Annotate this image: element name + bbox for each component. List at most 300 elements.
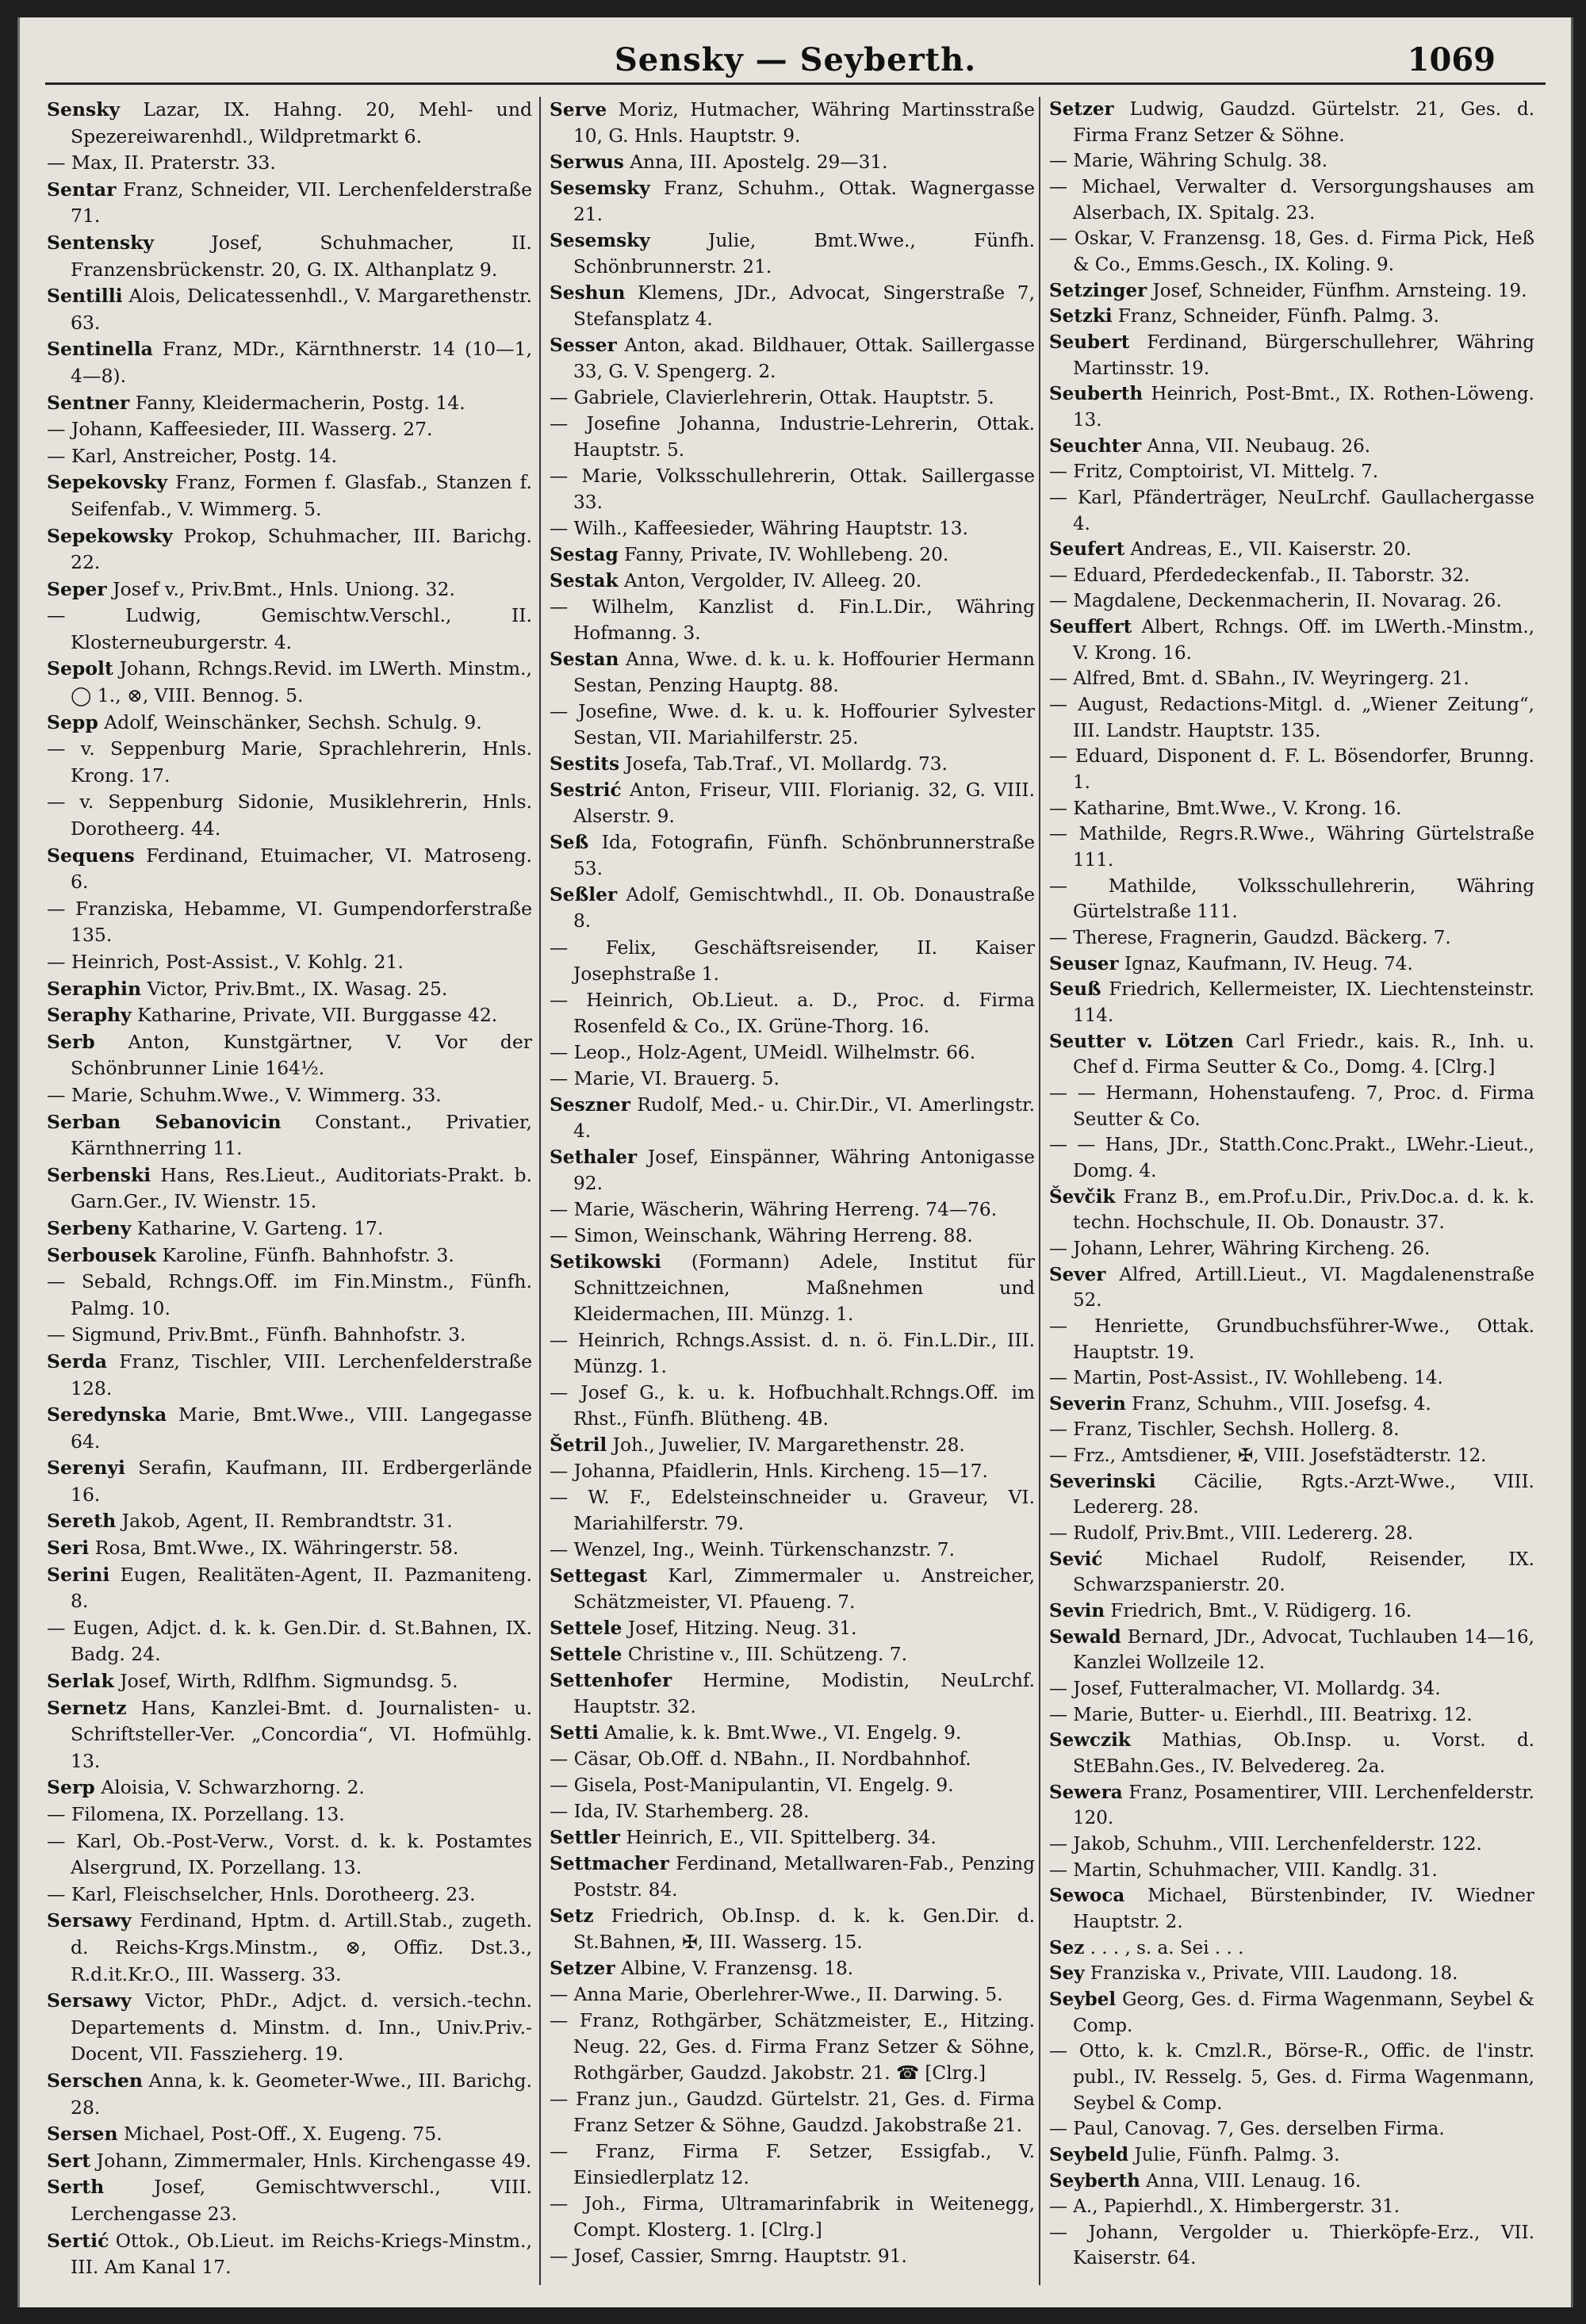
directory-entry [550, 1537, 1035, 1563]
directory-entry [47, 1828, 532, 1882]
entry-details: Friedrich, Kellermeister, IX. Liechtensteinstr. 114. [1073, 979, 1534, 1026]
directory-entry [550, 1432, 1035, 1458]
directory-entry [1049, 1185, 1534, 1236]
entry-details: Christine v., III. Schützeng. 7. [622, 1643, 907, 1665]
entry-surname: Serve [550, 99, 607, 121]
running-head-title: Sensky — Seyberth. [614, 41, 977, 78]
entry-details: Josef, Schuhmacher, II. Franzensbrückenstr. 20, G. IX. Althanplatz 9. [71, 231, 532, 281]
directory-entry [1049, 304, 1534, 330]
directory-entry [1049, 1832, 1534, 1858]
entry-surname: Serda [47, 1350, 107, 1373]
entry-details: — Alfred, Bmt. d. SBahn., IV. Weyringerg. 21. [1049, 668, 1469, 690]
entry-surname: Sert [47, 2149, 91, 2172]
entry-details: — Gabriele, Clavierlehrerin, Ottak. Hauptstr. 5. [550, 387, 994, 409]
directory-entry [550, 1720, 1035, 1746]
entry-surname: Severin [1049, 1392, 1126, 1415]
entry-details: Victor, PhDr., Adjct. d. versich.-techn. Departements d. Minstm. d. Inn., Univ.Priv.-Docent, VII. Fasszieherg. 19. [71, 1989, 532, 2066]
entry-details: — Wilh., Kaffeesieder, Währing Hauptstr. 13. [550, 518, 968, 540]
directory-entry [47, 443, 532, 470]
directory-entry [550, 515, 1035, 542]
entry-details: — A., Papierhdl., X. Himbergerstr. 31. [1049, 2196, 1400, 2218]
entry-details: — Magdalene, Deckenmacherin, II. Novarag. 26. [1049, 591, 1502, 612]
entry-surname: Sentner [47, 391, 130, 414]
entry-details: — Josefine Johanna, Industrie-Lehrerin, Ottak. Hauptstr. 5. [550, 413, 1035, 461]
entry-surname: Seuß [1049, 978, 1101, 1001]
entry-surname: Sernetz [47, 1696, 127, 1719]
directory-entry [550, 1092, 1035, 1144]
entry-details: — — Hans, JDr., Statth.Conc.Prakt., LWehr.-Lieut., Domg. 4. [1049, 1135, 1534, 1181]
directory-entry [1049, 1883, 1534, 1935]
page-number: 1069 [1407, 41, 1496, 78]
entry-details: Fanny, Kleidermacherin, Postg. 14. [129, 391, 465, 414]
entry-surname: Seßler [550, 884, 618, 906]
entry-details: — Franz, Rothgärber, Schätzmeister, E., Hitzing. Neug. 22, Ges. d. Firma Franz Setzer & Söhne, Rothgärber, Gaudzd. Jakobstr. 21. ☎ [Clrg.] [550, 2010, 1035, 2085]
entry-details: Hermine, Modistin, NeuLrchf. Hauptstr. 32. [573, 1669, 1035, 1717]
directory-entry [550, 2191, 1035, 2243]
directory-entry [47, 283, 532, 336]
entry-details: Alois, Delicatessenhdl., V. Margarethenstr. 63. [71, 285, 532, 334]
entry-details: Victor, Priv.Bmt., IX. Wasag. 25. [141, 977, 448, 1000]
directory-entry [1049, 1987, 1534, 2039]
entry-surname: Seß [550, 832, 589, 854]
entry-surname: Sević [1049, 1548, 1103, 1570]
entry-surname: Sesemsky [550, 178, 650, 200]
directory-entry [1049, 1676, 1534, 1702]
entry-details: Anna, k. k. Geometer-Wwe., III. Barichg. 28. [71, 2069, 532, 2119]
entry-surname: Sewoca [1049, 1885, 1125, 1907]
directory-entry [47, 603, 532, 656]
entry-surname: Setti [550, 1721, 599, 1744]
entry-surname: Šetril [550, 1434, 607, 1456]
entry-details: — Ida, IV. Starhemberg. 28. [550, 1801, 810, 1823]
entry-details: (Formann) Adele, Institut für Schnittzeichnen, Maßnehmen und Kleidermachen, III. Münzg. 1. [573, 1250, 1035, 1325]
entry-details: Ferdinand, Etuimacher, VI. Matroseng. 6. [71, 844, 532, 894]
entry-surname: Serbeny [47, 1216, 132, 1239]
entry-details: — Marie, Währing Schulg. 38. [1049, 151, 1328, 172]
entry-details: — Karl, Ob.-Post-Verw., Vorst. d. k. k. Postamtes Alsergrund, IX. Porzellang. 13. [47, 1829, 532, 1879]
directory-entry [550, 2008, 1035, 2086]
entry-details: — Marie, Butter- u. Eierhdl., III. Beatrixg. 12. [1049, 1704, 1473, 1725]
entry-surname: Sesemsky [550, 230, 650, 252]
entry-surname: Sepp [47, 710, 98, 733]
directory-entry [47, 789, 532, 842]
entry-surname: Sersen [47, 2123, 118, 2146]
directory-entry [1049, 1728, 1534, 1779]
directory-entry [47, 1082, 532, 1109]
entry-details: Albert, Rchngs. Off. im LWerth.-Minstm., V. Krong. 16. [1073, 617, 1534, 664]
entry-details: — — Hermann, Hohenstaufeng. 7, Proc. d. Firma Seutter & Co. [1049, 1082, 1534, 1130]
entry-surname: Sepekowsky [47, 524, 173, 547]
entry-surname: Sestag [550, 544, 619, 566]
entry-details: Julie, Fünfh. Palmg. 3. [1128, 2144, 1340, 2165]
entry-details: Friedrich, Bmt., V. Rüdigerg. 16. [1105, 1601, 1412, 1622]
directory-entry [550, 1824, 1035, 1851]
entry-details: — Marie, VI. Brauerg. 5. [550, 1067, 780, 1089]
directory-entry [550, 1903, 1035, 1955]
directory-entry [47, 177, 532, 230]
entry-details: — Josef, Cassier, Smrng. Hauptstr. 91. [550, 2246, 907, 2268]
entry-surname: Sewera [1049, 1781, 1123, 1803]
entry-surname: Severinski [1049, 1470, 1156, 1492]
directory-entry [550, 228, 1035, 280]
directory-entry [550, 280, 1035, 332]
directory-entry [47, 896, 532, 949]
entry-details: Albine, V. Franzensg. 18. [615, 1958, 854, 1980]
entry-surname: Setzer [1049, 98, 1114, 120]
entry-details: Adolf, Weinschänker, Sechsh. Schulg. 9. [98, 710, 482, 733]
entry-details: — Mathilde, Regrs.R.Wwe., Währing Gürtelstraße 111. [1049, 824, 1534, 871]
directory-entry [1049, 796, 1534, 822]
entry-surname: Sentar [47, 178, 117, 201]
directory-entry [550, 175, 1035, 228]
entry-details: — Johanna, Pfaidlerin, Hnls. Kircheng. 15—17. [550, 1460, 988, 1482]
directory-entry [47, 576, 532, 603]
directory-entry [1049, 1547, 1534, 1598]
entry-details: — Heinrich, Post-Assist., V. Kohlg. 21. [47, 951, 404, 973]
entry-surname: Setzer [550, 1958, 615, 1980]
entry-surname: Seszner [550, 1093, 630, 1116]
entry-surname: Serban Sebanovicin [47, 1110, 282, 1133]
entry-details: — Ludwig, Gemischtw.Verschl., II. Klosterneuburgerstr. 4. [47, 604, 532, 653]
entry-details: Friedrich, Ob.Insp. d. k. k. Gen.Dir. d. St.Bahnen, ✠, III. Wasserg. 15. [573, 1905, 1035, 1954]
entry-details: Franz, Schneider, VII. Lerchenfelderstraße 71. [71, 178, 532, 228]
entry-details: Anton, Friseur, VIII. Florianig. 32, G. VIII. Alserstr. 9. [573, 779, 1035, 828]
directory-entry [1049, 744, 1534, 795]
entry-details: — Johann, Kaffeesieder, III. Wasserg. 27. [47, 418, 433, 441]
entry-details: — Joh., Firma, Ultramarinfabrik in Weitenegg, Compt. Klosterg. 1. [Clrg.] [550, 2193, 1035, 2242]
entry-surname: Serb [47, 1030, 95, 1053]
entry-details: Heinrich, Post-Bmt., IX. Rothen-Löweng. 13. [1073, 384, 1534, 431]
directory-entry [47, 1349, 532, 1402]
directory-entry [550, 1563, 1035, 1615]
header-rule [45, 82, 1546, 85]
directory-entry [47, 1908, 532, 1988]
directory-entry [1049, 1392, 1534, 1418]
entry-details: — Henriette, Grundbuchsführer-Wwe., Ottak. Hauptstr. 19. [1049, 1315, 1534, 1363]
directory-entry [1049, 977, 1534, 1028]
directory-entry [550, 1196, 1035, 1223]
entry-surname: Sewald [1049, 1625, 1121, 1648]
entry-details: — Marie, Wäscherin, Währing Herreng. 74—76. [550, 1198, 998, 1220]
directory-entry [550, 542, 1035, 568]
entry-details: — Gisela, Post-Manipulantin, VI. Engelg. 9. [550, 1775, 954, 1796]
directory-entry [550, 1667, 1035, 1720]
entry-details: — Karl, Anstreicher, Postg. 14. [47, 444, 338, 467]
entry-details: — August, Redactions-Mitgl. d. „Wiener Zeitung“, III. Landstr. Hauptstr. 135. [1049, 695, 1534, 741]
directory-entry [1049, 485, 1534, 537]
entry-details: . . . , s. a. Sei . . . [1084, 1937, 1244, 1958]
directory-entry [550, 1851, 1035, 1903]
directory-entry [47, 469, 532, 523]
directory-entry [550, 1746, 1035, 1772]
directory-entry [1049, 1625, 1534, 1676]
directory-entry [550, 829, 1035, 882]
directory-entry [1049, 2220, 1534, 2272]
directory-entry [47, 1322, 532, 1349]
entry-details: — Karl, Pfänderträger, NeuLrchf. Gaullachergasse 4. [1049, 487, 1534, 534]
entry-surname: Seper [47, 577, 107, 600]
directory-entry [47, 1801, 532, 1828]
directory-entry [1049, 97, 1534, 148]
directory-column-3 [1049, 97, 1534, 2272]
entry-surname: Sentensky [47, 231, 155, 254]
entry-details: Josef, Hitzing. Neug. 31. [622, 1617, 857, 1639]
directory-entry [47, 976, 532, 1003]
entry-details: Aloisia, V. Schwarzhorng. 2. [94, 1776, 365, 1799]
entry-details: Eugen, Realitäten-Agent, II. Pazmaniteng. 8. [71, 1563, 532, 1613]
directory-entry [1049, 148, 1534, 174]
directory-entry [47, 1988, 532, 2068]
entry-details: Franz B., em.Prof.u.Dir., Priv.Doc.a. d. k. k. techn. Hochschule, II. Ob. Donaustr. 37. [1073, 1186, 1534, 1234]
directory-entry [1049, 1598, 1534, 1625]
entry-surname: Sertić [47, 2229, 109, 2252]
directory-entry [1049, 874, 1534, 925]
entry-details: Constant., Privatier, Kärnthnerring 11. [71, 1110, 532, 1160]
entry-details: — Therese, Fragnerin, Gaudzd. Bäckerg. 7. [1049, 928, 1451, 948]
entry-details: — Michael, Verwalter d. Versorgungshauses am Alserbach, IX. Spitalg. 23. [1049, 176, 1534, 224]
directory-entry [1049, 2116, 1534, 2142]
directory-entry [47, 1882, 532, 1909]
entry-details: Ferdinand, Metallwaren-Fab., Penzing Poststr. 84. [573, 1853, 1035, 1901]
directory-entry [47, 1002, 532, 1029]
entry-details: Katharine, V. Garteng. 17. [131, 1216, 384, 1239]
entry-surname: Sersawy [47, 1989, 132, 2012]
directory-entry [47, 1242, 532, 1269]
entry-surname: Ševčik [1049, 1185, 1116, 1208]
directory-entry [1049, 2039, 1534, 2116]
entry-details: Serafin, Kaufmann, III. Erdbergerlände 16. [71, 1457, 532, 1506]
directory-entry [550, 2243, 1035, 2269]
entry-surname: Seutter v. Lötzen [1049, 1030, 1234, 1052]
directory-entry [550, 882, 1035, 934]
entry-details: Franz, Schuhm., VIII. Josefsg. 4. [1125, 1393, 1431, 1415]
entry-details: — Rudolf, Priv.Bmt., VIII. Ledererg. 28. [1049, 1523, 1414, 1545]
entry-details: — Fritz, Comptoirist, VI. Mittelg. 7. [1049, 461, 1379, 483]
entry-surname: Serth [47, 2176, 105, 2199]
entry-details: Franz, Schuhm., Ottak. Wagnergasse 21. [573, 178, 1035, 226]
directory-entry [550, 699, 1035, 751]
directory-entry [1049, 1029, 1534, 1081]
entry-surname: Sequens [47, 844, 135, 867]
entry-details: Georg, Ges. d. Firma Wagenmann, Seybel & Comp. [1073, 1989, 1534, 2036]
entry-details: — Johann, Lehrer, Währing Kircheng. 26. [1049, 1238, 1431, 1259]
directory-entry [47, 230, 532, 283]
entry-details: — Franz, Firma F. Setzer, Essigfab., V. Einsiedlerplatz 12. [550, 2141, 1035, 2189]
entry-details: Amalie, k. k. Bmt.Wwe., VI. Engelg. 9. [598, 1721, 962, 1744]
entry-surname: Settegast [550, 1564, 648, 1587]
entry-details: — Franz jun., Gaudzd. Gürtelstr. 21, Ges. d. Firma Franz Setzer & Söhne, Gaudzd. Jakobstraße 21. [550, 2089, 1035, 2137]
entry-details: — Eugen, Adjct. d. k. k. Gen.Dir. d. St.Bahnen, IX. Badg. 24. [47, 1616, 532, 1666]
directory-entry [47, 2174, 532, 2227]
entry-details: Anton, Vergolder, IV. Alleeg. 20. [618, 570, 922, 592]
entry-details: Josef, Wirth, Rdlfhm. Sigmundsg. 5. [113, 1670, 458, 1693]
directory-entry [550, 568, 1035, 594]
directory-entry [47, 390, 532, 417]
directory-entry [1049, 381, 1534, 433]
directory-entry [47, 523, 532, 576]
directory-column-1 [47, 97, 532, 2281]
entry-details: Franz, Posamentirer, VIII. Lerchenfelderstr. 120. [1073, 1782, 1534, 1829]
entry-surname: Sez [1049, 1936, 1085, 1958]
directory-entry [1049, 666, 1534, 692]
entry-details: Hans, Res.Lieut., Auditoriats-Prakt. b. Garn.Ger., IV. Wienstr. 15. [71, 1163, 532, 1213]
directory-entry [47, 1775, 532, 1801]
directory-page [17, 17, 1573, 2307]
entry-details: — Martin, Post-Assist., IV. Wohllebeng. 14. [1049, 1368, 1443, 1389]
directory-entry [47, 416, 532, 443]
entry-details: — Jakob, Schuhm., VIII. Lerchenfelderstr. 122. [1049, 1833, 1482, 1855]
directory-entry [1049, 1132, 1534, 1184]
entry-surname: Settler [550, 1827, 620, 1849]
entry-details: Adolf, Gemischtwhdl., II. Ob. Donaustraße 8. [573, 884, 1035, 932]
entry-surname: Sewczik [1049, 1729, 1131, 1752]
entry-surname: Sensky [47, 98, 121, 121]
entry-details: Franz, Tischler, VIII. Lerchenfelderstraße 128. [71, 1350, 532, 1399]
directory-entry [47, 1162, 532, 1216]
directory-entry [47, 1615, 532, 1668]
directory-entry [1049, 615, 1534, 666]
entry-details: Michael, Post-Off., X. Eugeng. 75. [117, 2123, 442, 2146]
directory-entry [47, 710, 532, 737]
entry-details: Ferdinand, Bürgerschullehrer, Währing Martinsstr. 19. [1073, 331, 1534, 379]
entry-surname: Seybel [1049, 1988, 1117, 2010]
entry-details: Alfred, Artill.Lieut., VI. Magdalenenstraße 52. [1073, 1264, 1534, 1311]
entry-details: Michael Rudolf, Reisender, IX. Schwarzspanierstr. 20. [1073, 1549, 1534, 1596]
entry-surname: Sestits [550, 753, 620, 775]
entry-details: — Filomena, IX. Porzellang. 13. [47, 1803, 345, 1825]
entry-details: — Josef, Futteralmacher, VI. Mollardg. 34. [1049, 1679, 1441, 1700]
entry-details: Ignaz, Kaufmann, IV. Heug. 74. [1118, 953, 1413, 974]
entry-details: Mathias, Ob.Insp. u. Vorst. d. StEBahn.Ges., IV. Belvedereg. 2a. [1073, 1730, 1534, 1777]
entry-details: — Josefine, Wwe. d. k. u. k. Hoffourier Sylvester Sestan, VII. Mariahilferstr. 25. [550, 701, 1035, 749]
directory-entry [550, 1458, 1035, 1484]
directory-entry [550, 1039, 1035, 1066]
entry-details: Anna, III. Apostelg. 29—31. [623, 151, 888, 174]
directory-entry [47, 336, 532, 389]
directory-entry [550, 1327, 1035, 1380]
entry-surname: Seraphin [47, 977, 142, 1000]
entry-details: Bernard, JDr., Advocat, Tuchlauben 14—16, Kanzlei Wollzeile 12. [1073, 1626, 1534, 1674]
entry-surname: Sestan [550, 649, 619, 671]
entry-details: Franz, MDr., Kärnthnerstr. 14 (10—1, 4—8). [71, 338, 532, 387]
directory-entry [1049, 1521, 1534, 1547]
entry-details: Josefa, Tab.Traf., VI. Mollardg. 73. [619, 753, 948, 775]
entry-surname: Seuser [1049, 952, 1119, 974]
directory-entry [1049, 2194, 1534, 2220]
entry-surname: Setzinger [1049, 279, 1147, 301]
column-divider [1039, 97, 1040, 2285]
entry-details: Ottok., Ob.Lieut. im Reichs-Kriegs-Minstm., III. Am Kanal 17. [71, 2229, 532, 2279]
entry-details: — Heinrich, Rchngs.Assist. d. n. ö. Fin.L.Dir., III. Münzg. 1. [550, 1329, 1035, 1377]
directory-entry [550, 1981, 1035, 2008]
entry-details: — Josef G., k. u. k. Hofbuchhalt.Rchngs.Off. im Rhst., Fünfh. Blütheng. 4B. [550, 1381, 1035, 1430]
entry-surname: Sey [1049, 1962, 1085, 1985]
entry-surname: Setz [550, 1905, 594, 1928]
entry-details: Andreas, E., VII. Kaiserstr. 20. [1124, 539, 1412, 561]
directory-entry [1049, 278, 1534, 304]
directory-entry [550, 646, 1035, 699]
entry-details: — v. Seppenburg Sidonie, Musiklehrerin, Hnls. Dorotheerg. 44. [47, 791, 532, 840]
directory-entry [1049, 330, 1534, 381]
entry-details: — Otto, k. k. Cmzl.R., Börse-R., Offic. de l'instr. publ., IV. Resselg. 5, Ges. d. Firma Wagenmann, Seybel & Comp. [1049, 2041, 1534, 2114]
entry-details: Jakob, Agent, II. Rembrandtstr. 31. [116, 1510, 453, 1533]
directory-entry [47, 1109, 532, 1162]
entry-details: Carl Friedr., kais. R., Inh. u. Chef d. Firma Seutter & Co., Domg. 4. [Clrg.] [1073, 1031, 1534, 1078]
directory-entry [550, 1380, 1035, 1432]
entry-surname: Seuchter [1049, 435, 1142, 457]
entry-details: Hans, Kanzlei-Bmt. d. Journalisten- u. Schriftsteller-Ver. „Concordia“, VI. Hofmühlg. 13. [71, 1696, 532, 1772]
entry-surname: Setzki [1049, 305, 1113, 327]
entry-details: — Marie, Schuhm.Wwe., V. Wimmerg. 33. [47, 1083, 442, 1106]
directory-entry [1049, 1443, 1534, 1469]
entry-surname: Sentinella [47, 338, 153, 361]
entry-surname: Serschen [47, 2069, 143, 2092]
directory-entry [47, 1695, 532, 1775]
entry-details: Prokop, Schuhmacher, III. Barichg. 22. [71, 524, 532, 574]
entry-details: Lazar, IX. Hahng. 20, Mehl- und Spezereiwarenhdl., Wildpretmarkt 6. [71, 98, 532, 147]
entry-details: Cäcilie, Rgts.-Arzt-Wwe., VIII. Ledererg. 28. [1073, 1471, 1534, 1518]
entry-details: — Cäsar, Ob.Off. d. NBahn., II. Nordbahnhof. [550, 1748, 971, 1770]
directory-entry [47, 656, 532, 709]
entry-surname: Seyberth [1049, 2169, 1140, 2192]
entry-details: Anton, akad. Bildhauer, Ottak. Saillergasse 33, G. V. Spengerg. 2. [573, 335, 1035, 383]
entry-details: Anton, Kunstgärtner, V. Vor der Schönbrunner Linie 164½. [71, 1030, 532, 1080]
directory-entry [47, 949, 532, 976]
directory-entry [1049, 1702, 1534, 1729]
entry-surname: Sever [1049, 1263, 1106, 1285]
directory-entry [1049, 925, 1534, 951]
directory-entry [1049, 174, 1534, 226]
entry-details: — Sigmund, Priv.Bmt., Fünfh. Bahnhofstr. 3. [47, 1323, 466, 1346]
entry-details: Karoline, Fünfh. Bahnhofstr. 3. [155, 1243, 454, 1266]
directory-entry [47, 1562, 532, 1615]
directory-entry [550, 2086, 1035, 2138]
entry-details: Franziska v., Private, VIII. Laudong. 18. [1084, 1963, 1458, 1985]
entry-surname: Seredynska [47, 1403, 167, 1426]
entry-details: — Wilhelm, Kanzlist d. Fin.L.Dir., Währing Hofmanng. 3. [550, 596, 1035, 645]
directory-entry [550, 97, 1035, 149]
entry-surname: Sesser [550, 335, 617, 357]
directory-entry [1049, 1935, 1534, 1962]
entry-details: — Eduard, Pferdedeckenfab., II. Taborstr. 32. [1049, 565, 1470, 586]
entry-surname: Serini [47, 1563, 110, 1586]
entry-surname: Sestrić [550, 779, 622, 802]
directory-entry [1049, 1081, 1534, 1132]
entry-surname: Seuberth [1049, 383, 1144, 405]
directory-entry [47, 1455, 532, 1508]
entry-details: — Franz, Tischler, Sechsh. Hollerg. 8. [1049, 1419, 1400, 1441]
entry-details: — Karl, Fleischselcher, Hnls. Dorotheerg. 23. [47, 1882, 476, 1905]
entry-details: Josef v., Priv.Bmt., Hnls. Uniong. 32. [106, 577, 455, 600]
entry-details: Josef, Gemischtwverschl., VIII. Lerchengasse 23. [71, 2176, 532, 2225]
directory-entry [1049, 1780, 1534, 1832]
entry-details: Michael, Bürstenbinder, IV. Wiedner Hauptstr. 2. [1073, 1886, 1534, 1932]
entry-details: — W. F., Edelsteinschneider u. Graveur, VI. Mariahilferstr. 79. [550, 1486, 1035, 1534]
entry-details: Joh., Juwelier, IV. Margarethenstr. 28. [607, 1434, 965, 1456]
entry-details: Anna, VII. Neubaug. 26. [1141, 435, 1371, 457]
directory-entry [1049, 2169, 1534, 2195]
directory-entry [550, 935, 1035, 987]
directory-entry [550, 2138, 1035, 2191]
entry-surname: Seybeld [1049, 2143, 1129, 2165]
entry-details: Josef, Schneider, Fünfhm. Arnsteing. 19. [1147, 280, 1527, 301]
entry-details: Fanny, Private, IV. Wohllebeng. 20. [618, 544, 949, 566]
entry-details: — Felix, Geschäftsreisender, II. Kaiser Josephstraße 1. [550, 936, 1035, 985]
entry-details: Rudolf, Med.- u. Chir.Dir., VI. Amerlingstr. 4. [573, 1093, 1035, 1142]
directory-entry [47, 1269, 532, 1322]
directory-entry [47, 2068, 532, 2121]
directory-entry [550, 1955, 1035, 1981]
